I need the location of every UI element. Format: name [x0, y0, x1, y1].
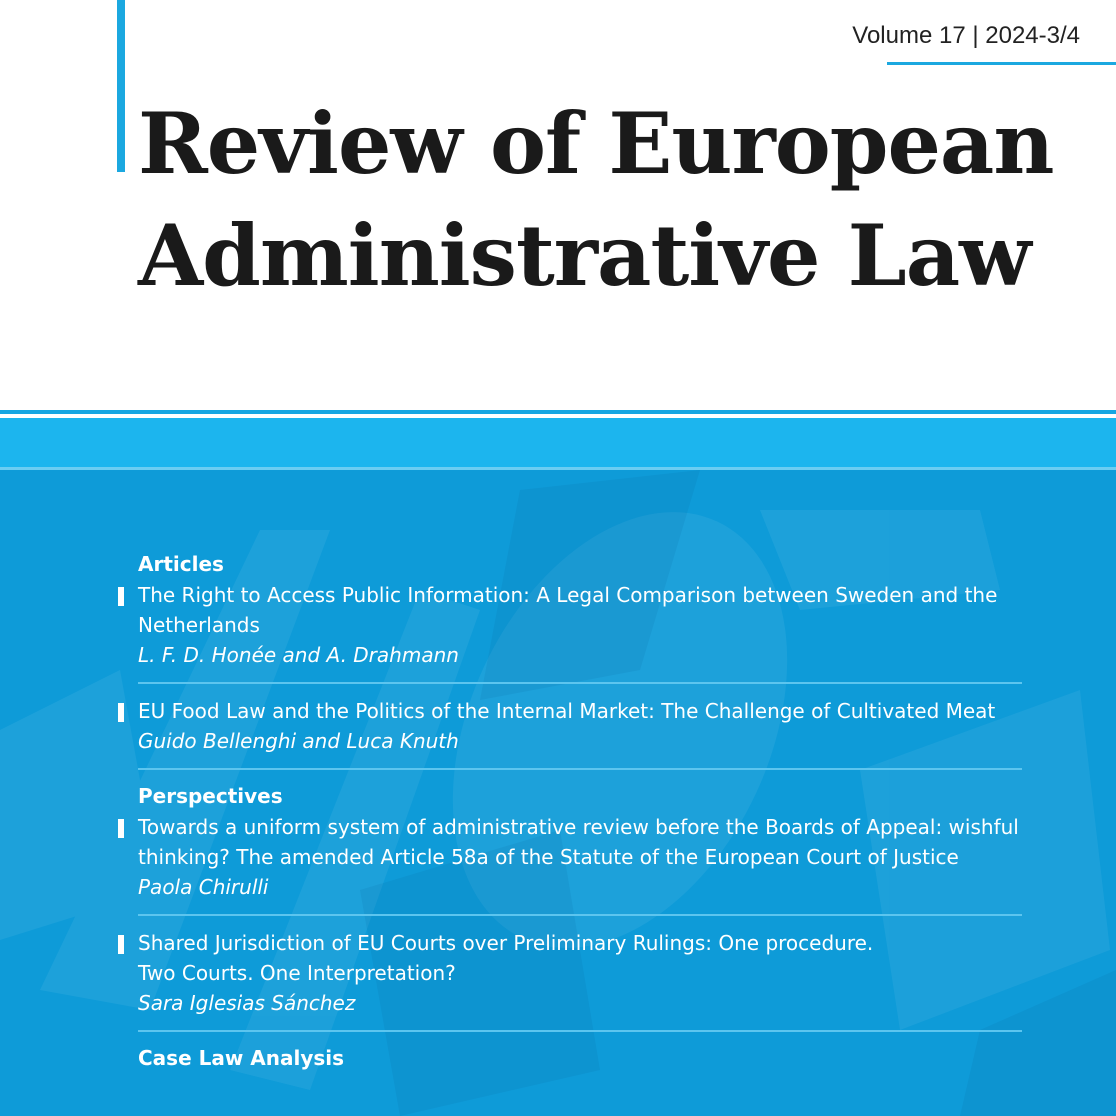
entry-title: EU Food Law and the Politics of the Internal Market: The Challenge of Cultivated Meat: [138, 699, 996, 723]
entry-authors: Sara Iglesias Sánchez: [138, 991, 356, 1015]
volume-underline: [887, 62, 1116, 65]
section-heading-case-law: Case Law Analysis: [138, 1046, 345, 1070]
contents-panel: [0, 470, 1116, 1116]
toc-entry[interactable]: [138, 928, 1022, 1032]
band-divider: [0, 410, 1116, 414]
section-heading-perspectives: Perspectives: [138, 784, 283, 808]
journal-title: [138, 88, 1053, 312]
section-heading-articles: Articles: [138, 552, 224, 576]
accent-bar: [117, 0, 125, 172]
journal-title-line-1: Review of European: [138, 94, 1054, 193]
entry-title-line-1: Shared Jurisdiction of EU Courts over Preliminary Rulings: One procedure.: [138, 931, 874, 955]
entry-title-line-2: Two Courts. One Interpretation?: [138, 961, 456, 985]
toc-entry[interactable]: [138, 812, 1022, 916]
entry-authors: Guido Bellenghi and Luca Knuth: [138, 729, 459, 753]
entry-authors: L. F. D. Honée and A. Drahmann: [138, 643, 459, 667]
toc-entry[interactable]: [138, 696, 1022, 770]
entry-title: The Right to Access Public Information: A Legal Comparison between Sweden and the Netherlands: [138, 583, 998, 637]
entry-title: Towards a uniform system of administrative review before the Boards of Appeal: wishful thinking? The amended Article 58a of the Statute of the European Court of Justice: [138, 815, 1019, 869]
toc-entry[interactable]: [138, 580, 1022, 684]
entry-bullet: [118, 819, 124, 838]
journal-title-line-2: Administrative Law: [138, 206, 1031, 305]
volume-issue: Volume 17 | 2024-3/4: [852, 22, 1080, 49]
table-of-contents: [0, 550, 1116, 1074]
band-strip: [0, 418, 1116, 467]
entry-bullet: [118, 703, 124, 722]
entry-bullet: [118, 935, 124, 954]
entry-authors: Paola Chirulli: [138, 875, 269, 899]
entry-bullet: [118, 587, 124, 606]
